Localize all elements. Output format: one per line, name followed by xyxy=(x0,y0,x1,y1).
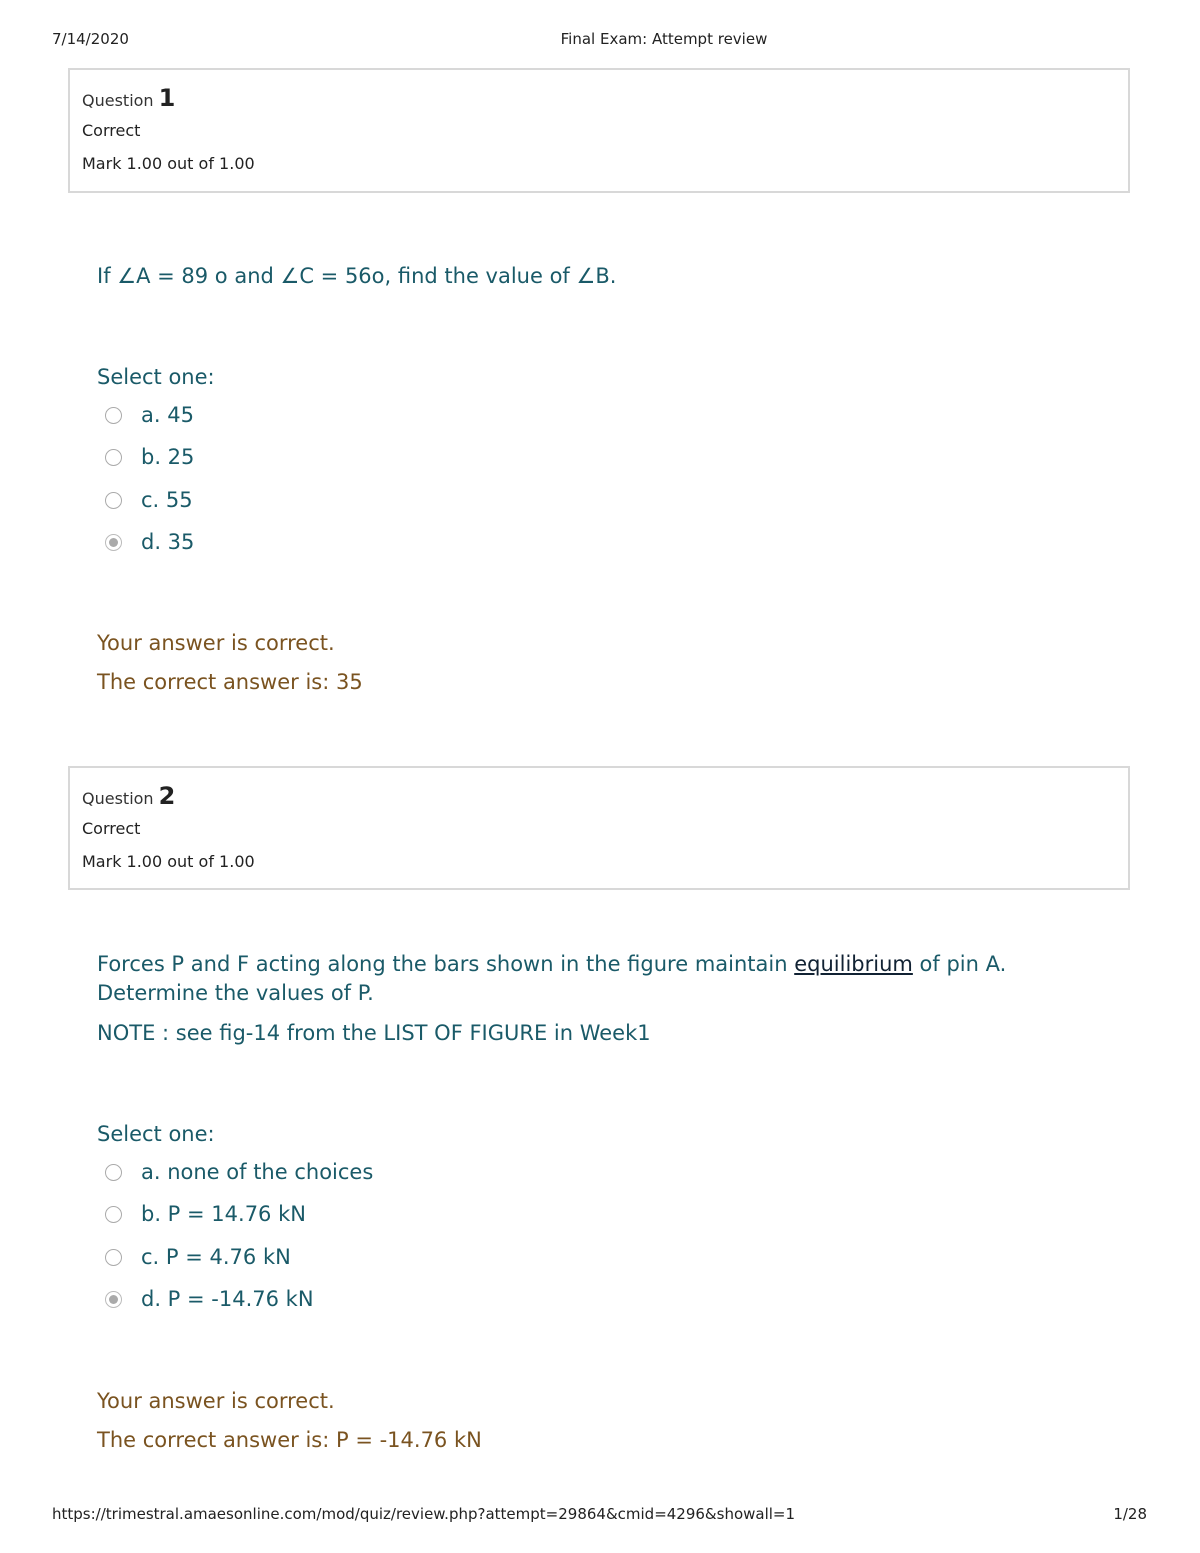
page-number: 1/28 xyxy=(1113,1505,1147,1523)
question-number: 1 xyxy=(158,84,176,112)
question-1-feedback: Your answer is correct. xyxy=(97,631,335,655)
question-1-text: If ∠A = 89 o and ∠C = 56o, find the value of ∠B. xyxy=(97,264,617,288)
radio-button[interactable] xyxy=(105,1164,122,1181)
question-2-prompt: Select one: xyxy=(97,1122,215,1146)
question-1-option-b[interactable] xyxy=(105,444,194,470)
question-1-right-answer: The correct answer is: 35 xyxy=(97,670,363,694)
radio-button[interactable] xyxy=(105,1249,122,1266)
question-1-number xyxy=(82,84,1116,115)
page-url: https://trimestral.amaesonline.com/mod/quiz/review.php?attempt=29864&cmid=4296&showall=1 xyxy=(52,1505,796,1523)
option-label: b. P = 14.76 kN xyxy=(141,1202,306,1226)
question-1-info xyxy=(68,68,1130,193)
option-label: b. 25 xyxy=(141,445,195,469)
question-2-feedback: Your answer is correct. xyxy=(97,1389,335,1413)
question-1-prompt: Select one: xyxy=(97,365,215,389)
question-2-text-end: of pin A. Determine the values of P. xyxy=(97,952,1007,1005)
question-1-option-d[interactable] xyxy=(105,529,194,555)
question-1-option-c[interactable] xyxy=(105,487,193,513)
glossary-link-equilibrium[interactable]: equilibrium xyxy=(794,952,913,976)
question-2-option-b[interactable] xyxy=(105,1201,306,1227)
option-label: c. P = 4.76 kN xyxy=(141,1245,291,1269)
question-label: Question xyxy=(82,91,154,110)
question-2-note: NOTE : see fig-14 from the LIST OF FIGURE in Week1 xyxy=(97,1021,651,1045)
question-2-text-start: Forces P and F acting along the bars shown in the figure maintain xyxy=(97,952,788,976)
radio-button[interactable] xyxy=(105,1206,122,1223)
option-label: d. P = -14.76 kN xyxy=(141,1287,314,1311)
question-2-option-a[interactable] xyxy=(105,1159,373,1185)
question-2-number xyxy=(82,782,1116,813)
radio-button-selected[interactable] xyxy=(105,1291,122,1308)
radio-button-selected[interactable] xyxy=(105,534,122,551)
question-number: 2 xyxy=(158,782,176,810)
option-label: a. none of the choices xyxy=(141,1160,374,1184)
question-1-grade: Mark 1.00 out of 1.00 xyxy=(82,154,255,173)
question-2-right-answer: The correct answer is: P = -14.76 kN xyxy=(97,1428,482,1452)
option-label: d. 35 xyxy=(141,530,195,554)
question-2-option-d[interactable] xyxy=(105,1286,314,1312)
radio-button[interactable] xyxy=(105,492,122,509)
question-2-grade: Mark 1.00 out of 1.00 xyxy=(82,852,255,871)
option-label: a. 45 xyxy=(141,403,194,427)
question-2-option-c[interactable] xyxy=(105,1244,291,1270)
print-date: 7/14/2020 xyxy=(52,30,129,48)
page-title: Final Exam: Attempt review xyxy=(560,30,768,48)
radio-button[interactable] xyxy=(105,449,122,466)
radio-button[interactable] xyxy=(105,407,122,424)
question-2-state: Correct xyxy=(82,819,141,838)
question-1-state: Correct xyxy=(82,121,141,140)
question-2-text xyxy=(97,950,1107,1008)
question-2-info xyxy=(68,766,1130,890)
question-1-option-a[interactable] xyxy=(105,402,194,428)
option-label: c. 55 xyxy=(141,488,193,512)
question-label: Question xyxy=(82,789,154,808)
